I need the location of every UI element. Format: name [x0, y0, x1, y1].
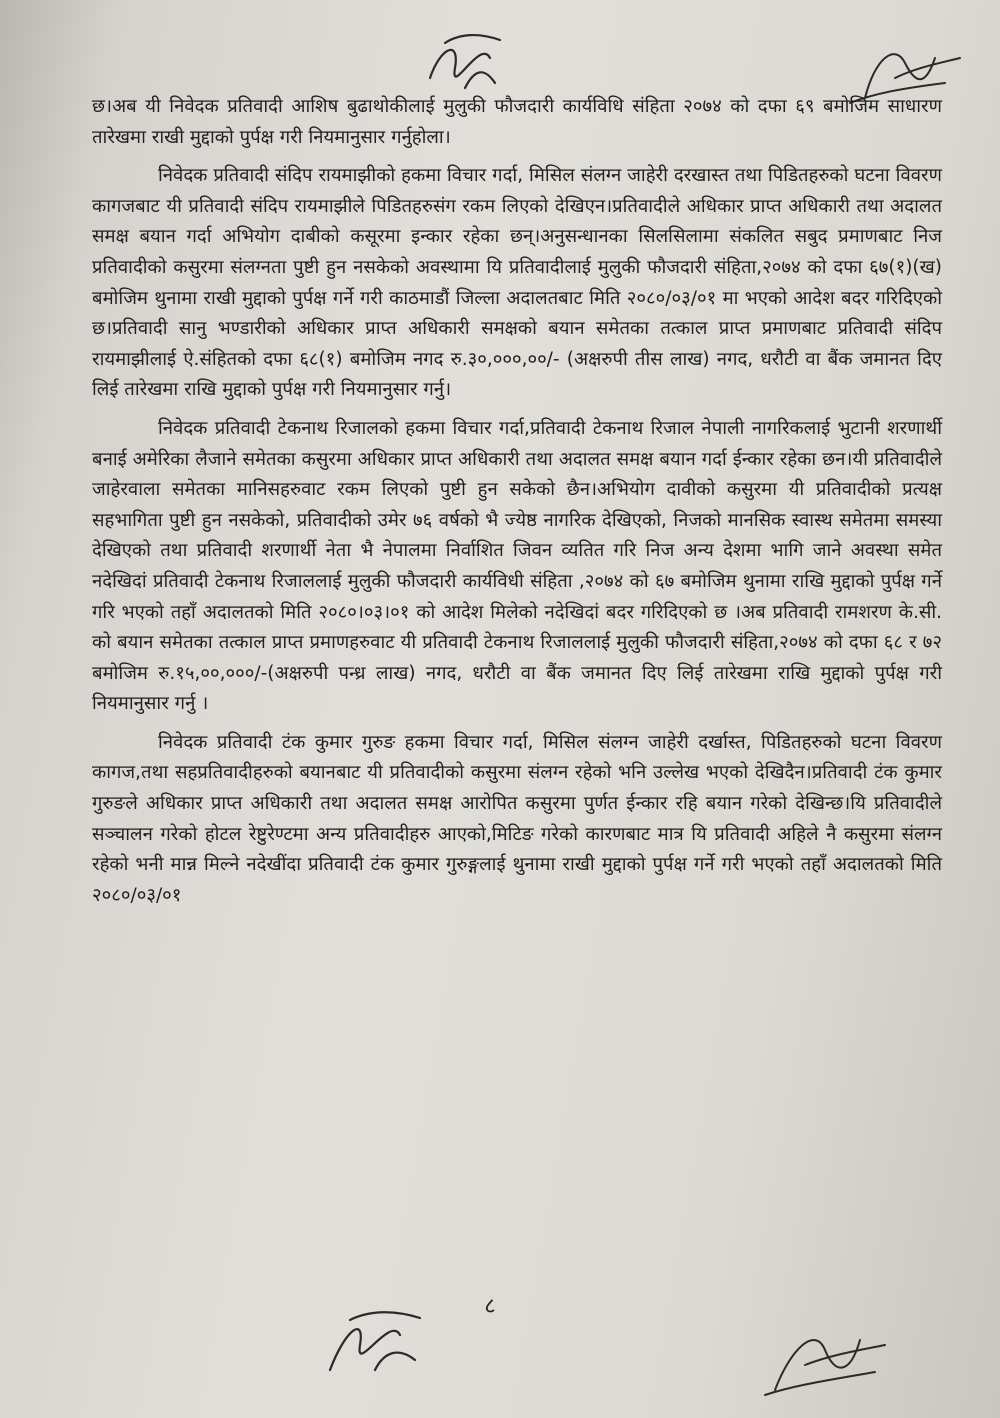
- signature-bottom-right: [760, 1310, 890, 1400]
- paragraph-tanka: निवेदक प्रतिवादी टंक कुमार गुरुङ हकमा विचार गर्दा, मिसिल संलग्न जाहेरी दर्खास्त, पिडितहरुको घटना विवरण कागज,तथा सहप्रतिवादीहरुको बयानबाट यी प्रतिवादीको कसुरमा संलग्न रहेको भनि उल्लेख भएको देखिदैन।प्रतिवादी टंक कुमार गुरुङले अधिकार प्राप्त अधिकारी तथा अदालत समक्ष आरोपित कसुरमा पुर्णत ईन्कार रहि बयान गरेको देखिन्छ।यि प्रतिवादीले सञ्चालन गरेको होटल रेष्टुरेण्टमा अन्य प्रतिवादीहरु आएको,मिटिङ गरेको कारणबाट मात्र यि प्रतिवादी अहिले नै कसुरमा संलग्न रहेको भनी मान्न मिल्ने नदेखींदा प्रतिवादी टंक कुमार गुरुङ्गलाई थुनामा राखी मुद्दाको पुर्पक्ष गर्ने गरी भएको तहाँ अदालतको मिति २०८०/०३/०१: [92, 731, 942, 906]
- document-body: [92, 92, 942, 919]
- paragraph-teknath: निवेदक प्रतिवादी टेकनाथ रिजालको हकमा विचार गर्दा,प्रतिवादी टेकनाथ रिजाल नेपाली नागरिकलाई भुटानी शरणार्थी बनाई अमेरिका लैजाने समेतका कसुरमा अधिकार प्राप्त अधिकारी तथा अदालत समक्ष बयान गर्दा ईन्कार रहेका छन।यी प्रतिवादीले जाहेरवाला समेतका मानिसहरुवाट रकम लिएको पुष्टी हुन सकेको छैन।अभियोग दावीको कसुरमा यी प्रतिवादीको प्रत्यक्ष सहभागिता पुष्टी हुन नसकेको, प्रतिवादीको उमेर ७६ वर्षको भै ज्येष्ठ नागरिक देखिएको, निजको मानसिक स्वास्थ समेतमा समस्या देखिएको तथा प्रतिवादी शरणार्थी नेता भै नेपालमा निर्वाशित जिवन व्यतित गरि निज अन्य देशमा भागि जाने अवस्था समेत नदेखिदां प्रतिवादी टेकनाथ रिजाललाई मुलुकी फौजदारी कार्यविधी संहिता ,२०७४ को ६७ बमोजिम थुनामा राखि मुद्दाको पुर्पक्ष गर्ने गरि भएको तहाँ अदालतको मिति २०८०।०३।०१ को आदेश मिलेको नदेखिदां बदर गरिदिएको छ ।अब प्रतिवादी रामशरण के.सी. को बयान समेतका तत्काल प्राप्त प्रमाणहरुवाट यी प्रतिवादी टेकनाथ रिजाललाई मुलुकी फौजदारी संहिता,२०७४ को दफा ६८ र ७२ बमोजिम रु.१५,००,०००/-(अक्षरुपी पन्ध्र लाख) नगद, धरौटी वा बैंक जमानत दिए लिई तारेखमा राखि मुद्दाको पुर्पक्ष गरी नियमानुसार गर्नु ।: [92, 417, 942, 715]
- signature-bottom-left: [320, 1300, 430, 1380]
- paragraph-sandip: निवेदक प्रतिवादी संदिप रायमाझीको हकमा विचार गर्दा, मिसिल संलग्न जाहेरी दरखास्त तथा पिडितहरुको घटना विवरण कागजबाट यी प्रतिवादी संदिप रायमाझीले पिडितहरुसंग रकम लिएको देखिएन।प्रतिवादीले अधिकार प्राप्त अधिकारी तथा अदालत समक्ष बयान गर्दा अभियोग दाबीको कसूरमा इन्कार रहेका छन्।अनुसन्धानका सिलसिलामा संकलित सबुद प्रमाणबाट निज प्रतिवादीको कसुरमा संलग्नता पुष्टी हुन नसकेको अवस्थामा यि प्रतिवादीलाई मुलुकी फौजदारी संहिता,२०७४ को दफा ६७(१)(ख) बमोजिम थुनामा राखी मुद्दाको पुर्पक्ष गर्ने गरी काठमाडौं जिल्ला अदालतबाट मिति २०८०/०३/०१ मा भएको आदेश बदर गरिदिएको छ।प्रतिवादी सानु भण्डारीको अधिकार प्राप्त अधिकारी समक्षको बयान समेतका तत्काल प्राप्त प्रमाणबाट प्रतिवादी संदिप रायमाझीलाई ऐ.संहितको दफा ६८(१) बमोजिम नगद रु.३०,०००,००/- (अक्षरुपी तीस लाख) नगद, धरौटी वा बैंक जमानत दिए लिई तारेखमा राखि मुद्दाको पुर्पक्ष गरी नियमानुसार गर्नु।: [92, 165, 942, 401]
- signature-top-center: [420, 28, 510, 98]
- page-number: ८: [484, 1294, 496, 1319]
- paragraph-ashish: छ।अब यी निवेदक प्रतिवादी आशिष बुढाथोकीलाई मुलुकी फौजदारी कार्यविधि संहिता २०७४ को दफा ६९ बमोजिम साधारण तारेखमा राखी मुद्दाको पुर्पक्ष गरी नियमानुसार गर्नुहोला।: [92, 96, 942, 148]
